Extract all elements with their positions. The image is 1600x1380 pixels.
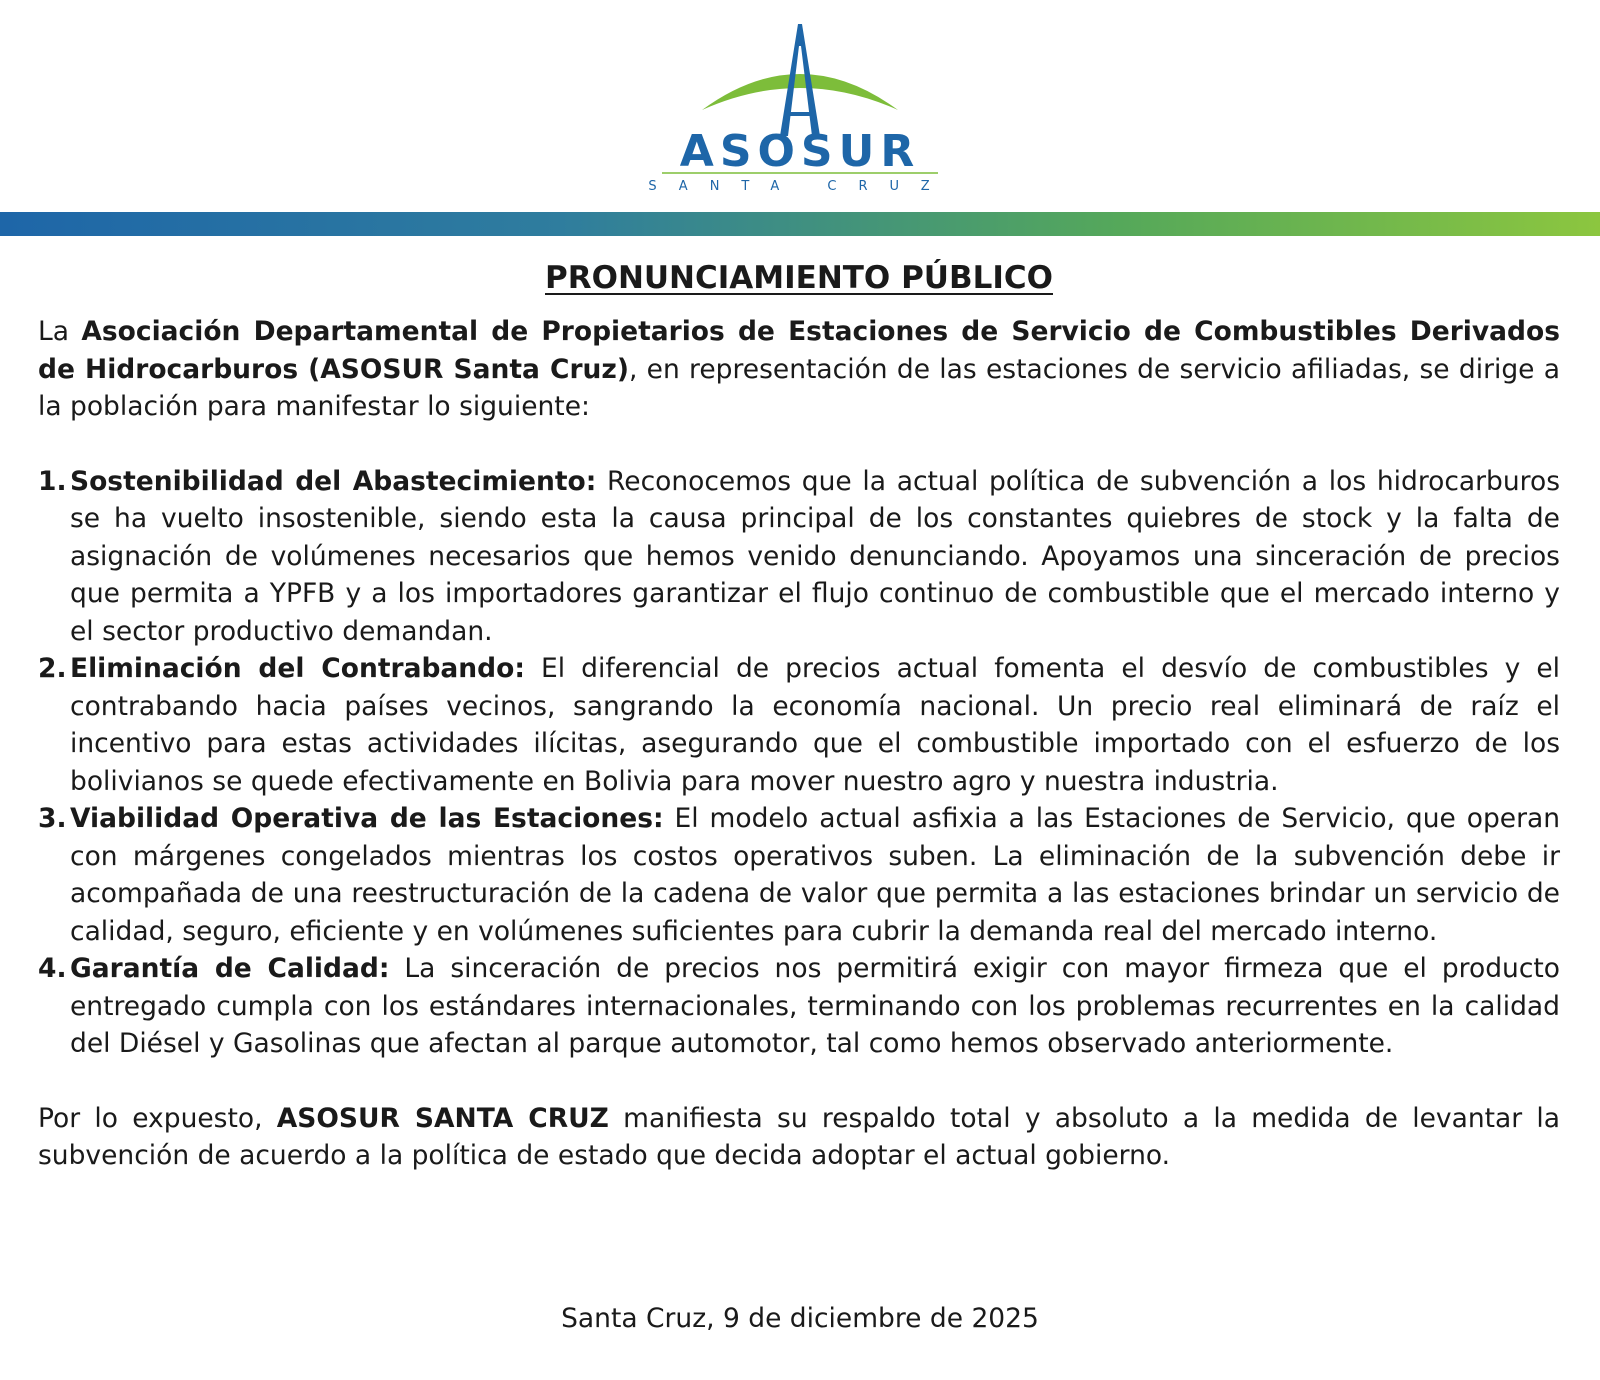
list-item-number: 2.	[38, 653, 67, 684]
intro-paragraph	[38, 313, 1560, 426]
letterhead	[0, 0, 1600, 210]
intro-prefix: La	[38, 316, 82, 347]
points-list	[38, 463, 1560, 1063]
list-item-number: 4.	[38, 953, 67, 984]
list-item-text: El modelo actual asfixia a las Estaciones de Servicio, que operan con márgenes congelados mientras los costos operativos suben. La eliminación de la subvención debe ir acompañada de una reestructuración de la cadena de valor que permita a las estaciones brindar un servicio de calidad, seguro, eficiente y en volúmenes suficientes para cubrir la demanda real del mercado interno.	[70, 803, 1560, 947]
asosur-logo	[640, 18, 960, 198]
list-item-number: 3.	[38, 803, 67, 834]
list-item	[38, 950, 1560, 1063]
place-date: Santa Cruz, 9 de diciembre de 2025	[561, 1303, 1039, 1334]
list-item	[38, 463, 1560, 651]
closing-prefix: Por lo expuesto,	[38, 1102, 277, 1134]
document-body	[38, 258, 1560, 1175]
list-item-heading: Garantía de Calidad:	[70, 953, 390, 984]
intro-organization: Asociación Departamental de Propietarios de Estaciones de Servicio de Combustibles Derivados de Hidrocarburos (ASOSUR Santa Cruz)	[38, 316, 1560, 385]
closing-organization: ASOSUR SANTA CRUZ	[276, 1102, 609, 1134]
list-item-text: Reconocemos que la actual política de subvención a los hidrocarburos se ha vuelto insostenible, siendo esta la causa principal de los constantes quiebres de stock y la falta de asignación de volúmenes necesarios que hemos venido denunciando. Apoyamos una sinceración de precios que permita a YPFB y a los importadores garantizar el flujo continuo de combustible que el mercado interno y el sector productivo demandan.	[70, 465, 1560, 647]
list-item-heading: Eliminación del Contrabando:	[70, 653, 525, 684]
list-item-number: 1.	[38, 465, 67, 497]
list-item-text: La sinceración de precios nos permitirá exigir con mayor firmeza que el producto entregado cumpla con los estándares internacionales, terminando con los problemas recurrentes en la calidad del Diésel y Gasolinas que afectan al parque automotor, tal como hemos observado anteriormente.	[70, 953, 1560, 1059]
logo-subtitle: SANTA CRUZ	[648, 179, 952, 194]
list-item-text: El diferencial de precios actual fomenta el desvío de combustibles y el contrabando hacia países vecinos, sangrando la economía nacional. Un precio real eliminará de raíz el incentivo para estas actividades ilícitas, asegurando que el combustible importado con el esfuerzo de los bolivianos se quede efectivamente en Bolivia para mover nuestro agro y nuestra industria.	[70, 653, 1560, 797]
closing-suffix: manifiesta su respaldo total y absoluto a la medida de levantar la subvención de acuerdo a la política de estado que decida adoptar el actual gobierno.	[38, 1102, 1560, 1171]
list-item	[38, 800, 1560, 950]
header-gradient-bar	[0, 212, 1600, 236]
intro-suffix: , en representación de las estaciones de servicio afiliadas, se dirige a la población para manifestar lo siguiente:	[38, 353, 1560, 422]
document-title: PRONUNCIAMIENTO PÚBLICO	[545, 260, 1053, 296]
list-item-heading: Viabilidad Operativa de las Estaciones:	[70, 803, 664, 834]
closing-paragraph	[38, 1100, 1560, 1175]
list-item	[38, 650, 1560, 800]
list-item-heading: Sostenibilidad del Abastecimiento:	[70, 465, 597, 497]
logo-wordmark: ASOSUR	[679, 126, 921, 177]
